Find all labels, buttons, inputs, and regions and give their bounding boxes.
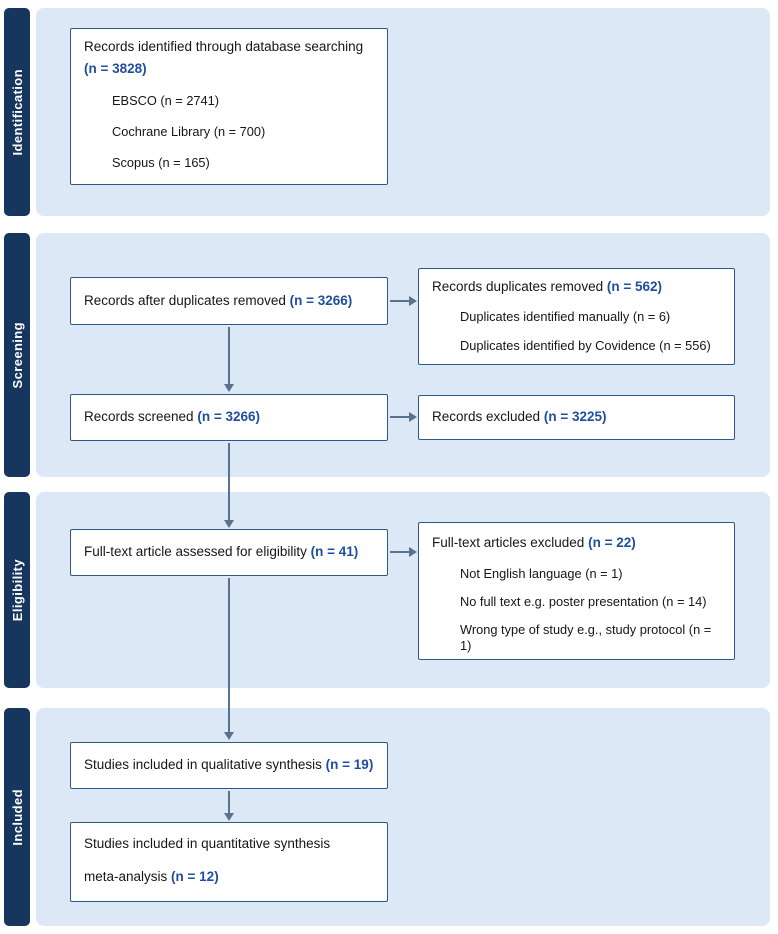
phase-label-screening: [4, 233, 30, 477]
box-count: (n = 3828): [84, 60, 147, 76]
box-title: Studies included in quantitative synthesis: [84, 836, 331, 851]
phase-label-text: Screening: [9, 321, 25, 389]
box-title: Full-text article assessed for eligibility (n = 41): [84, 544, 359, 560]
list-item: No full text e.g. poster presentation (n = 14): [460, 593, 707, 609]
phase-label-included: [4, 708, 30, 926]
list-item: Cochrane Library (n = 700): [112, 123, 266, 139]
box-title: Records identified through database searching: [84, 39, 364, 54]
box-title: Records screened (n = 3266): [84, 409, 260, 425]
phase-label-text: Identification: [9, 68, 25, 156]
arrow-to-records-excluded: [390, 416, 409, 418]
arrow-screened-to-fulltext: [228, 443, 230, 520]
box-records-screened: [70, 394, 388, 441]
box-title: Full-text articles excluded (n = 22): [432, 535, 636, 550]
list-item: Not English language (n = 1): [460, 565, 623, 581]
box-title-line2: meta-analysis (n = 12): [84, 868, 219, 884]
phase-label-identification: [4, 8, 30, 216]
arrow-to-fulltext-excluded: [390, 551, 409, 553]
arrow-fulltext-to-qualitative: [228, 578, 230, 732]
box-records-identified: [70, 28, 388, 185]
list-item: Wrong type of study e.g., study protocol (n = 1): [460, 621, 712, 653]
list-item: Duplicates identified manually (n = 6): [460, 308, 671, 324]
arrow-after-duplicates-to-screened: [228, 327, 230, 384]
list-item: Duplicates identified by Covidence (n = 556): [460, 337, 711, 353]
box-quantitative-synthesis: [70, 822, 388, 902]
box-after-duplicates-removed: [70, 277, 388, 325]
arrow-qualitative-to-quantitative: [228, 791, 230, 813]
box-fulltext-assessed: [70, 529, 388, 576]
phase-label-eligibility: [4, 492, 30, 688]
box-qualitative-synthesis: [70, 742, 388, 789]
arrow-to-duplicates-removed: [390, 300, 409, 302]
box-title: Studies included in qualitative synthesis (n = 19): [84, 757, 374, 773]
box-title: Records duplicates removed (n = 562): [432, 279, 663, 294]
phase-label-text: Eligibility: [9, 558, 25, 622]
box-records-excluded: [418, 395, 735, 440]
box-fulltext-excluded: [418, 522, 735, 660]
box-title: Records after duplicates removed (n = 3266): [84, 292, 353, 308]
box-title: Records excluded (n = 3225): [432, 409, 607, 425]
list-item: EBSCO (n = 2741): [112, 92, 220, 108]
phase-label-text: Included: [9, 788, 25, 846]
box-duplicates-removed: [418, 268, 735, 365]
list-item: Scopus (n = 165): [112, 154, 210, 170]
